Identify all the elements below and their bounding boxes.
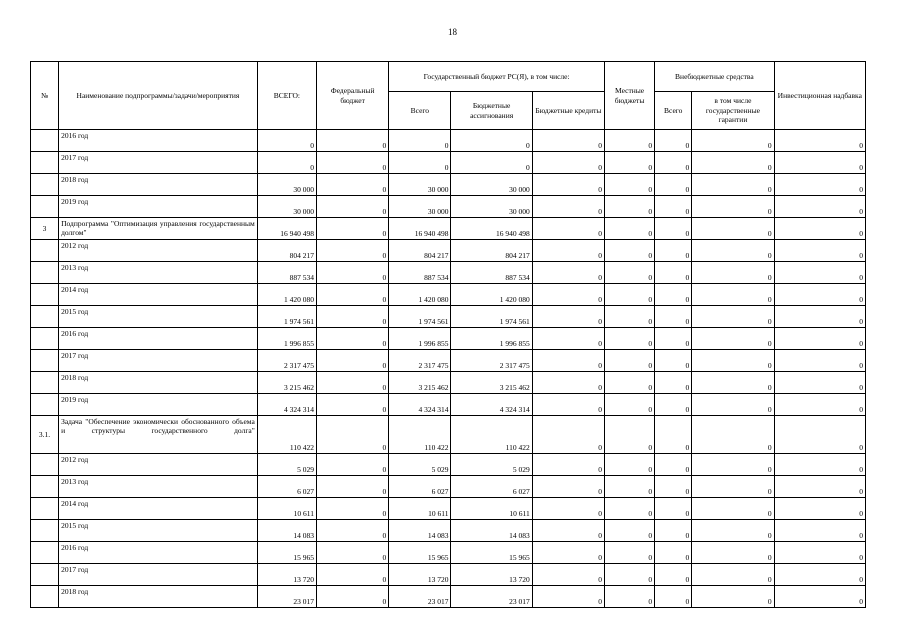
cell-invest: 0 bbox=[774, 174, 865, 196]
header-state-total: Всего bbox=[389, 92, 451, 130]
cell-federal: 0 bbox=[317, 130, 389, 152]
cell-state-total: 30 000 bbox=[389, 174, 451, 196]
cell-local: 0 bbox=[605, 372, 655, 394]
cell-federal: 0 bbox=[317, 152, 389, 174]
cell-num bbox=[31, 586, 59, 608]
cell-num bbox=[31, 174, 59, 196]
cell-num bbox=[31, 240, 59, 262]
cell-local: 0 bbox=[605, 262, 655, 284]
header-extra-total: Всего bbox=[655, 92, 692, 130]
header-extra: Внебюджетные средства bbox=[655, 62, 774, 92]
cell-name: 2018 год bbox=[59, 586, 258, 608]
cell-state-assign: 5 029 bbox=[451, 454, 532, 476]
cell-state-total: 1 420 080 bbox=[389, 284, 451, 306]
cell-local: 0 bbox=[605, 542, 655, 564]
cell-federal: 0 bbox=[317, 416, 389, 454]
cell-state-assign: 13 720 bbox=[451, 564, 532, 586]
cell-name: 2012 год bbox=[59, 454, 258, 476]
cell-num bbox=[31, 564, 59, 586]
cell-num bbox=[31, 262, 59, 284]
cell-invest: 0 bbox=[774, 196, 865, 218]
cell-state-assign: 30 000 bbox=[451, 174, 532, 196]
cell-local: 0 bbox=[605, 218, 655, 240]
cell-total: 0 bbox=[257, 130, 316, 152]
cell-name: 2015 год bbox=[59, 520, 258, 542]
cell-extra-total: 0 bbox=[655, 350, 692, 372]
cell-state-total: 4 324 314 bbox=[389, 394, 451, 416]
cell-total: 2 317 475 bbox=[257, 350, 316, 372]
cell-state-total: 5 029 bbox=[389, 454, 451, 476]
cell-extra-total: 0 bbox=[655, 394, 692, 416]
cell-state-assign: 6 027 bbox=[451, 476, 532, 498]
cell-num bbox=[31, 130, 59, 152]
table-row bbox=[31, 284, 866, 306]
cell-state-assign: 15 965 bbox=[451, 542, 532, 564]
cell-extra-guar: 0 bbox=[692, 542, 774, 564]
cell-extra-guar: 0 bbox=[692, 196, 774, 218]
cell-local: 0 bbox=[605, 520, 655, 542]
cell-invest: 0 bbox=[774, 306, 865, 328]
cell-extra-total: 0 bbox=[655, 240, 692, 262]
cell-state-total: 6 027 bbox=[389, 476, 451, 498]
cell-extra-guar: 0 bbox=[692, 586, 774, 608]
cell-state-credit: 0 bbox=[532, 262, 604, 284]
cell-name: 2017 год bbox=[59, 350, 258, 372]
cell-state-assign: 4 324 314 bbox=[451, 394, 532, 416]
header-num: № bbox=[31, 62, 59, 130]
cell-extra-total: 0 bbox=[655, 306, 692, 328]
table-row bbox=[31, 306, 866, 328]
cell-num bbox=[31, 350, 59, 372]
cell-local: 0 bbox=[605, 152, 655, 174]
cell-num bbox=[31, 306, 59, 328]
cell-name: 2014 год bbox=[59, 498, 258, 520]
cell-state-assign: 3 215 462 bbox=[451, 372, 532, 394]
table-row bbox=[31, 350, 866, 372]
cell-invest: 0 bbox=[774, 372, 865, 394]
table-row bbox=[31, 130, 866, 152]
cell-extra-guar: 0 bbox=[692, 394, 774, 416]
cell-total: 30 000 bbox=[257, 196, 316, 218]
cell-state-total: 1 996 855 bbox=[389, 328, 451, 350]
cell-extra-guar: 0 bbox=[692, 520, 774, 542]
cell-federal: 0 bbox=[317, 350, 389, 372]
cell-total: 13 720 bbox=[257, 564, 316, 586]
cell-name: Задача "Обеспечение экономически обоснованного объема и структуры государственного долга" bbox=[59, 416, 258, 454]
cell-name: 2018 год bbox=[59, 174, 258, 196]
header-state-assign: Бюджетные ассигнования bbox=[451, 92, 532, 130]
cell-num bbox=[31, 328, 59, 350]
cell-federal: 0 bbox=[317, 218, 389, 240]
cell-federal: 0 bbox=[317, 394, 389, 416]
cell-state-total: 30 000 bbox=[389, 196, 451, 218]
cell-state-assign: 14 083 bbox=[451, 520, 532, 542]
cell-invest: 0 bbox=[774, 542, 865, 564]
cell-total: 0 bbox=[257, 152, 316, 174]
header-state-budget: Государственный бюджет РС(Я), в том числе: bbox=[389, 62, 605, 92]
cell-extra-guar: 0 bbox=[692, 564, 774, 586]
cell-total: 16 940 498 bbox=[257, 218, 316, 240]
cell-extra-guar: 0 bbox=[692, 152, 774, 174]
cell-federal: 0 bbox=[317, 498, 389, 520]
cell-state-total: 804 217 bbox=[389, 240, 451, 262]
cell-num bbox=[31, 284, 59, 306]
cell-federal: 0 bbox=[317, 196, 389, 218]
cell-extra-guar: 0 bbox=[692, 284, 774, 306]
cell-extra-total: 0 bbox=[655, 586, 692, 608]
cell-state-total: 16 940 498 bbox=[389, 218, 451, 240]
cell-total: 30 000 bbox=[257, 174, 316, 196]
cell-state-total: 2 317 475 bbox=[389, 350, 451, 372]
cell-state-total: 13 720 bbox=[389, 564, 451, 586]
cell-extra-guar: 0 bbox=[692, 306, 774, 328]
table-row bbox=[31, 394, 866, 416]
cell-total: 10 611 bbox=[257, 498, 316, 520]
cell-federal: 0 bbox=[317, 372, 389, 394]
cell-local: 0 bbox=[605, 498, 655, 520]
cell-extra-guar: 0 bbox=[692, 454, 774, 476]
cell-state-credit: 0 bbox=[532, 416, 604, 454]
header-total: ВСЕГО: bbox=[257, 62, 316, 130]
cell-state-assign: 887 534 bbox=[451, 262, 532, 284]
cell-state-total: 10 611 bbox=[389, 498, 451, 520]
cell-total: 1 420 080 bbox=[257, 284, 316, 306]
cell-name: 2012 год bbox=[59, 240, 258, 262]
cell-federal: 0 bbox=[317, 306, 389, 328]
cell-state-assign: 1 996 855 bbox=[451, 328, 532, 350]
cell-name: 2016 год bbox=[59, 542, 258, 564]
table-body bbox=[31, 130, 866, 608]
cell-state-assign: 1 974 561 bbox=[451, 306, 532, 328]
cell-state-credit: 0 bbox=[532, 328, 604, 350]
cell-state-credit: 0 bbox=[532, 174, 604, 196]
cell-invest: 0 bbox=[774, 284, 865, 306]
cell-local: 0 bbox=[605, 350, 655, 372]
cell-total: 3 215 462 bbox=[257, 372, 316, 394]
cell-state-credit: 0 bbox=[532, 564, 604, 586]
cell-invest: 0 bbox=[774, 520, 865, 542]
cell-extra-guar: 0 bbox=[692, 174, 774, 196]
cell-federal: 0 bbox=[317, 174, 389, 196]
table-row bbox=[31, 262, 866, 284]
header-federal: Федеральный бюджет bbox=[317, 62, 389, 130]
cell-extra-guar: 0 bbox=[692, 130, 774, 152]
cell-invest: 0 bbox=[774, 394, 865, 416]
cell-state-credit: 0 bbox=[532, 130, 604, 152]
table-header bbox=[31, 62, 866, 130]
cell-state-credit: 0 bbox=[532, 306, 604, 328]
cell-local: 0 bbox=[605, 564, 655, 586]
cell-federal: 0 bbox=[317, 262, 389, 284]
cell-local: 0 bbox=[605, 586, 655, 608]
cell-total: 5 029 bbox=[257, 454, 316, 476]
table-row bbox=[31, 152, 866, 174]
cell-federal: 0 bbox=[317, 240, 389, 262]
cell-total: 1 996 855 bbox=[257, 328, 316, 350]
header-local: Местные бюджеты bbox=[605, 62, 655, 130]
cell-state-credit: 0 bbox=[532, 350, 604, 372]
cell-state-total: 0 bbox=[389, 130, 451, 152]
table-row bbox=[31, 542, 866, 564]
cell-num bbox=[31, 454, 59, 476]
cell-state-credit: 0 bbox=[532, 498, 604, 520]
page-number: 18 bbox=[448, 27, 457, 37]
cell-extra-total: 0 bbox=[655, 564, 692, 586]
cell-name: 2016 год bbox=[59, 130, 258, 152]
table-row bbox=[31, 372, 866, 394]
cell-total: 6 027 bbox=[257, 476, 316, 498]
cell-name: 2013 год bbox=[59, 476, 258, 498]
table-row bbox=[31, 520, 866, 542]
cell-extra-total: 0 bbox=[655, 520, 692, 542]
cell-invest: 0 bbox=[774, 262, 865, 284]
cell-state-total: 0 bbox=[389, 152, 451, 174]
cell-local: 0 bbox=[605, 196, 655, 218]
cell-state-assign: 10 611 bbox=[451, 498, 532, 520]
cell-name: 2019 год bbox=[59, 394, 258, 416]
table-row bbox=[31, 416, 866, 454]
cell-federal: 0 bbox=[317, 454, 389, 476]
cell-name: 2016 год bbox=[59, 328, 258, 350]
cell-federal: 0 bbox=[317, 476, 389, 498]
cell-federal: 0 bbox=[317, 542, 389, 564]
cell-extra-guar: 0 bbox=[692, 498, 774, 520]
cell-local: 0 bbox=[605, 174, 655, 196]
cell-local: 0 bbox=[605, 394, 655, 416]
cell-local: 0 bbox=[605, 454, 655, 476]
cell-extra-total: 0 bbox=[655, 372, 692, 394]
cell-num: 3 bbox=[31, 218, 59, 240]
table-row bbox=[31, 174, 866, 196]
cell-state-credit: 0 bbox=[532, 542, 604, 564]
cell-invest: 0 bbox=[774, 130, 865, 152]
cell-extra-total: 0 bbox=[655, 196, 692, 218]
cell-invest: 0 bbox=[774, 328, 865, 350]
cell-num bbox=[31, 542, 59, 564]
cell-invest: 0 bbox=[774, 564, 865, 586]
cell-local: 0 bbox=[605, 476, 655, 498]
table-row bbox=[31, 564, 866, 586]
cell-state-assign: 2 317 475 bbox=[451, 350, 532, 372]
cell-state-assign: 804 217 bbox=[451, 240, 532, 262]
cell-extra-guar: 0 bbox=[692, 218, 774, 240]
cell-extra-total: 0 bbox=[655, 174, 692, 196]
cell-local: 0 bbox=[605, 328, 655, 350]
cell-federal: 0 bbox=[317, 328, 389, 350]
cell-total: 1 974 561 bbox=[257, 306, 316, 328]
cell-total: 23 017 bbox=[257, 586, 316, 608]
cell-state-assign: 110 422 bbox=[451, 416, 532, 454]
cell-invest: 0 bbox=[774, 476, 865, 498]
cell-num bbox=[31, 476, 59, 498]
cell-num bbox=[31, 498, 59, 520]
cell-state-total: 887 534 bbox=[389, 262, 451, 284]
cell-state-total: 23 017 bbox=[389, 586, 451, 608]
cell-invest: 0 bbox=[774, 350, 865, 372]
cell-name: 2019 год bbox=[59, 196, 258, 218]
cell-state-credit: 0 bbox=[532, 454, 604, 476]
cell-name: 2017 год bbox=[59, 564, 258, 586]
cell-state-total: 110 422 bbox=[389, 416, 451, 454]
cell-state-total: 14 083 bbox=[389, 520, 451, 542]
cell-state-credit: 0 bbox=[532, 152, 604, 174]
cell-name: 2014 год bbox=[59, 284, 258, 306]
cell-federal: 0 bbox=[317, 520, 389, 542]
cell-extra-guar: 0 bbox=[692, 476, 774, 498]
cell-state-credit: 0 bbox=[532, 372, 604, 394]
cell-local: 0 bbox=[605, 130, 655, 152]
cell-invest: 0 bbox=[774, 240, 865, 262]
header-state-credit: Бюджетные кредиты bbox=[532, 92, 604, 130]
header-invest: Инвестиционная надбавка bbox=[774, 62, 865, 130]
cell-total: 15 965 bbox=[257, 542, 316, 564]
cell-extra-total: 0 bbox=[655, 130, 692, 152]
table-row bbox=[31, 454, 866, 476]
cell-name: 2018 год bbox=[59, 372, 258, 394]
cell-name: 2015 год bbox=[59, 306, 258, 328]
cell-state-total: 1 974 561 bbox=[389, 306, 451, 328]
cell-extra-total: 0 bbox=[655, 328, 692, 350]
cell-state-credit: 0 bbox=[532, 284, 604, 306]
cell-extra-guar: 0 bbox=[692, 328, 774, 350]
cell-extra-total: 0 bbox=[655, 454, 692, 476]
cell-local: 0 bbox=[605, 240, 655, 262]
header-name: Наименование подпрограммы/задачи/мероприятия bbox=[59, 62, 258, 130]
cell-extra-guar: 0 bbox=[692, 240, 774, 262]
cell-name: Подпрограмма "Оптимизация управления государственным долгом" bbox=[59, 218, 258, 240]
cell-state-assign: 0 bbox=[451, 152, 532, 174]
cell-extra-total: 0 bbox=[655, 542, 692, 564]
cell-invest: 0 bbox=[774, 218, 865, 240]
cell-extra-total: 0 bbox=[655, 218, 692, 240]
cell-extra-guar: 0 bbox=[692, 372, 774, 394]
cell-invest: 0 bbox=[774, 152, 865, 174]
cell-state-assign: 0 bbox=[451, 130, 532, 152]
cell-name: 2017 год bbox=[59, 152, 258, 174]
cell-total: 804 217 bbox=[257, 240, 316, 262]
cell-total: 110 422 bbox=[257, 416, 316, 454]
cell-federal: 0 bbox=[317, 564, 389, 586]
cell-state-credit: 0 bbox=[532, 218, 604, 240]
table-row bbox=[31, 586, 866, 608]
cell-state-assign: 16 940 498 bbox=[451, 218, 532, 240]
cell-state-credit: 0 bbox=[532, 476, 604, 498]
cell-num bbox=[31, 196, 59, 218]
cell-extra-total: 0 bbox=[655, 262, 692, 284]
cell-extra-total: 0 bbox=[655, 416, 692, 454]
cell-local: 0 bbox=[605, 284, 655, 306]
cell-state-total: 3 215 462 bbox=[389, 372, 451, 394]
budget-table bbox=[30, 61, 866, 608]
table-row bbox=[31, 328, 866, 350]
cell-num bbox=[31, 394, 59, 416]
table-row bbox=[31, 476, 866, 498]
cell-federal: 0 bbox=[317, 284, 389, 306]
cell-invest: 0 bbox=[774, 586, 865, 608]
cell-state-credit: 0 bbox=[532, 196, 604, 218]
cell-num: 3.1. bbox=[31, 416, 59, 454]
table-row bbox=[31, 498, 866, 520]
table-row bbox=[31, 240, 866, 262]
cell-state-credit: 0 bbox=[532, 586, 604, 608]
table-row bbox=[31, 218, 866, 240]
cell-state-credit: 0 bbox=[532, 520, 604, 542]
table-row bbox=[31, 196, 866, 218]
cell-extra-guar: 0 bbox=[692, 350, 774, 372]
cell-state-assign: 30 000 bbox=[451, 196, 532, 218]
cell-invest: 0 bbox=[774, 498, 865, 520]
cell-total: 14 083 bbox=[257, 520, 316, 542]
cell-extra-guar: 0 bbox=[692, 262, 774, 284]
cell-state-total: 15 965 bbox=[389, 542, 451, 564]
cell-state-credit: 0 bbox=[532, 240, 604, 262]
cell-local: 0 bbox=[605, 416, 655, 454]
cell-extra-total: 0 bbox=[655, 284, 692, 306]
cell-num bbox=[31, 152, 59, 174]
cell-state-assign: 1 420 080 bbox=[451, 284, 532, 306]
cell-federal: 0 bbox=[317, 586, 389, 608]
cell-state-credit: 0 bbox=[532, 394, 604, 416]
cell-total: 4 324 314 bbox=[257, 394, 316, 416]
cell-total: 887 534 bbox=[257, 262, 316, 284]
cell-num bbox=[31, 520, 59, 542]
cell-name: 2013 год bbox=[59, 262, 258, 284]
header-extra-guar: в том числе государственные гарантии bbox=[692, 92, 774, 130]
cell-extra-total: 0 bbox=[655, 476, 692, 498]
cell-invest: 0 bbox=[774, 454, 865, 476]
cell-num bbox=[31, 372, 59, 394]
cell-extra-guar: 0 bbox=[692, 416, 774, 454]
cell-extra-total: 0 bbox=[655, 152, 692, 174]
cell-invest: 0 bbox=[774, 416, 865, 454]
cell-extra-total: 0 bbox=[655, 498, 692, 520]
cell-local: 0 bbox=[605, 306, 655, 328]
cell-state-assign: 23 017 bbox=[451, 586, 532, 608]
